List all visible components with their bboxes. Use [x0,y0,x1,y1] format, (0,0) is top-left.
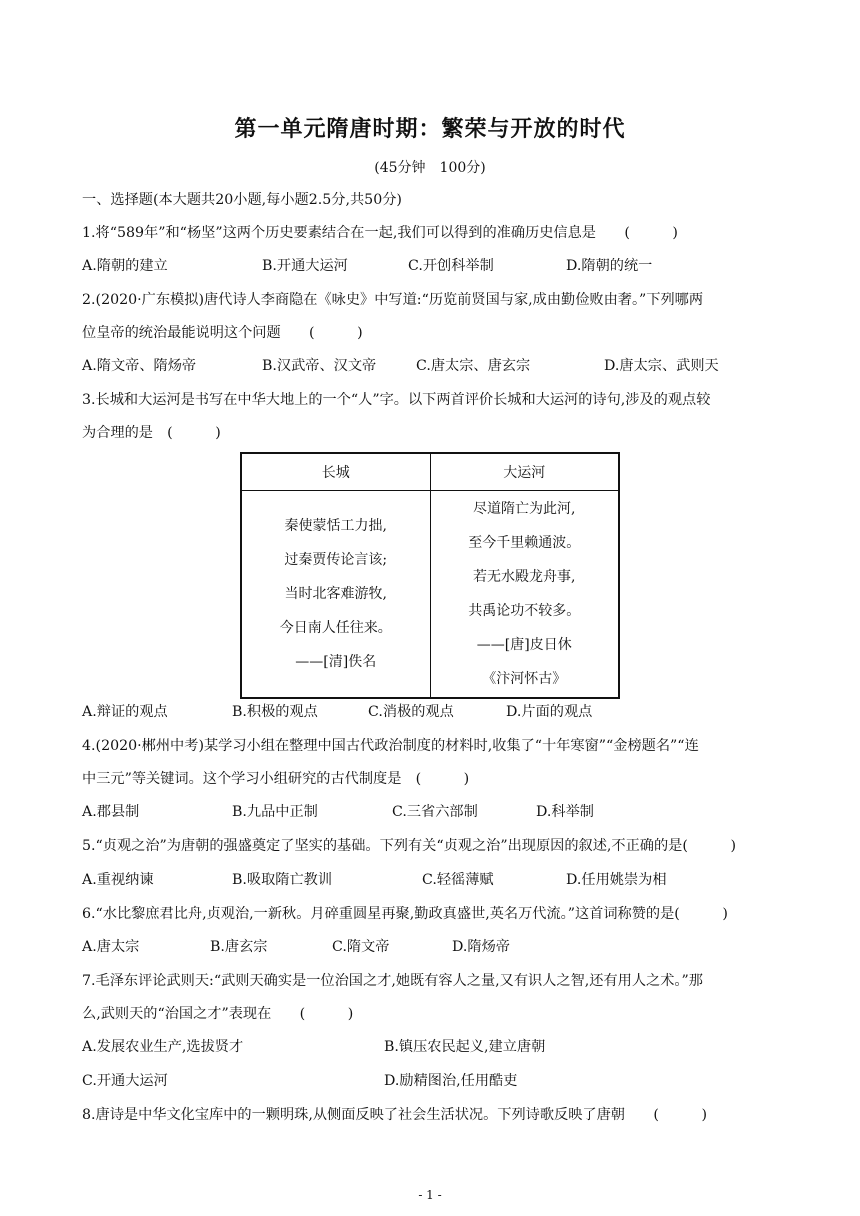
q2-option-d: D.唐太宗、武则天 [604,358,719,374]
question-2-stem-line1: 2.(2020·广东模拟)唐代诗人李商隐在《咏史》中写道:“历览前贤国与家,成由勤俭败由奢。”下列哪两 [82,292,704,308]
question-5-stem: 5.“贞观之治”为唐朝的强盛奠定了坚实的基础。下列有关“贞观之治”出现原因的叙述,不正确的是( ) [82,838,737,854]
q3-option-a: A.辩证的观点 [82,704,168,720]
q3-option-d: D.片面的观点 [506,704,593,720]
q6-option-b: B.唐玄宗 [210,939,268,955]
q4-option-d: D.科举制 [536,804,594,820]
question-7-stem-line2: 么,武则天的“治国之才”表现在 ( ) [82,1006,354,1022]
poem-line: 至今千里赖通波。 [468,535,581,551]
q5-option-b: B.吸取隋亡教训 [232,872,333,888]
q3-option-b: B.积极的观点 [232,704,318,720]
poem-line: 秦使蒙恬工力拙, [284,518,387,534]
great-wall-poem [241,491,430,699]
q1-option-c: C.开创科举制 [408,258,494,274]
question-4-stem-line2: 中三元”等关键词。这个学习小组研究的古代制度是 ( ) [82,771,470,787]
exam-time-score: (45分钟 100分) [374,160,486,176]
q4-option-a: A.郡县制 [82,804,140,820]
grand-canal-poem [430,491,619,699]
question-8-stem: 8.唐诗是中华文化宝库中的一颗明珠,从侧面反映了社会生活状况。下列诗歌反映了唐朝 ( ) [82,1107,707,1123]
table-header-great-wall: 长城 [241,453,430,491]
poem-line: 尽道隋亡为此河, [473,501,576,517]
q6-option-c: C.隋文帝 [332,939,390,955]
page-number: - 1 - [418,1188,442,1202]
q1-option-b: B.开通大运河 [262,258,348,274]
question-7-stem-line1: 7.毛泽东评论武则天:“武则天确实是一位治国之才,她既有容人之量,又有识人之智,还有用人之术。”那 [82,973,703,989]
question-3-stem-line2: 为合理的是 ( ) [82,425,221,441]
q7-option-d: D.励精图治,任用酷吏 [384,1073,518,1089]
q3-option-c: C.消极的观点 [368,704,454,720]
q2-option-a: A.隋文帝、隋炀帝 [82,358,197,374]
q2-option-c: C.唐太宗、唐玄宗 [416,358,531,374]
question-4-stem-line1: 4.(2020·郴州中考)某学习小组在整理中国古代政治制度的材料时,收集了“十年寒窗”“金榜题名”“连 [82,738,699,754]
page-title: 第一单元隋唐时期：繁荣与开放的时代 [234,117,626,142]
q4-option-b: B.九品中正制 [232,804,318,820]
q1-option-a: A.隋朝的建立 [82,258,168,274]
q1-option-d: D.隋朝的统一 [566,258,653,274]
q7-option-b: B.镇压农民起义,建立唐朝 [384,1039,546,1055]
poem-line: 若无水殿龙舟事, [473,569,576,585]
question-3-stem-line1: 3.长城和大运河是书写在中华大地上的一个“人”字。以下两首评价长城和大运河的诗句,涉及的观点较 [82,392,711,408]
question-6-stem: 6.“水比黎庶君比舟,贞观治,一新秋。月碎重圆星再聚,勤政真盛世,英名万代流。”这首词称赞的是( ) [82,906,728,922]
poem-line: 当时北客难游牧, [284,586,387,602]
poem-author: ——[唐]皮日休 [476,637,572,653]
poem-title: 《汴河怀古》 [482,671,567,687]
poem-author: ——[清]佚名 [295,654,377,670]
poem-line: 今日南人任往来。 [279,620,392,636]
q5-option-d: D.任用姚崇为相 [566,872,667,888]
q7-option-a: A.发展农业生产,选拔贤才 [82,1039,244,1055]
question-1-stem: 1.将“589年”和“杨坚”这两个历史要素结合在一起,我们可以得到的准确历史信息是 ( ) [82,225,678,241]
q2-option-b: B.汉武帝、汉文帝 [262,358,377,374]
poem-line: 共禹论功不较多。 [468,603,581,619]
section-heading: 一、选择题(本大题共20小题,每小题2.5分,共50分) [82,192,402,208]
question-2-stem-line2: 位皇帝的统治最能说明这个问题 ( ) [82,325,363,341]
q5-option-c: C.轻徭薄赋 [422,872,494,888]
q6-option-d: D.隋炀帝 [452,939,510,955]
q6-option-a: A.唐太宗 [82,939,140,955]
poem-line: 过秦贾传论言该; [284,552,388,568]
table-header-grand-canal: 大运河 [430,453,619,491]
poems-table [240,452,620,699]
q5-option-a: A.重视纳谏 [82,872,154,888]
q7-option-c: C.开通大运河 [82,1073,168,1089]
q4-option-c: C.三省六部制 [392,804,478,820]
